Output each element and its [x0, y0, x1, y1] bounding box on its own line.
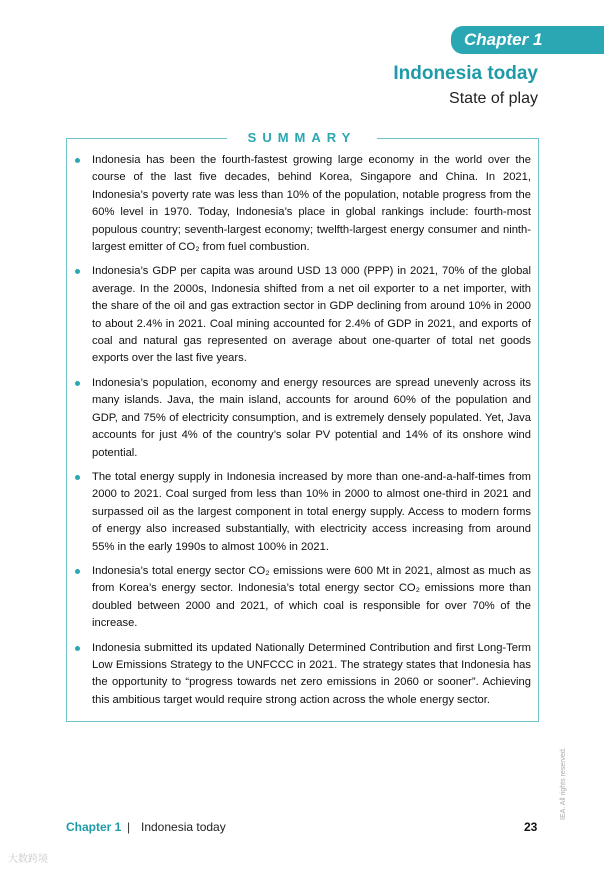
footer-section-title: Indonesia today: [141, 820, 226, 834]
summary-bullet: Indonesia’s GDP per capita was around USD 13 000 (PPP) in 2021, 70% of the global average. In the 2000s, Indonesia shifted from a net oil exporter to a net importer, with the share of the oil and gas extraction sector in GDP declining from around 10% in 2000 to about 2.4% in 2021. Coal mining accounted for 2.4% of GDP in 2021, and exports of coal and natural gas represented on average about one-quarter of total net goods exports over the last five years.: [74, 263, 531, 367]
summary-bullet: The total energy supply in Indonesia increased by more than one-and-a-half-times from 2000 to 2021. Coal surged from less than 10% in 2000 to almost one-third in 2021 and surpassed oil as the largest component in total energy supply. Access to modern forms of energy also increased substantially, with electricity access increasing from around 55% in the early 1990s to almost 100% in 2021.: [74, 469, 531, 556]
page-title: Indonesia today: [393, 63, 538, 84]
summary-bullet: Indonesia submitted its updated Nationally Determined Contribution and first Long-Term Low Emissions Strategy to the UNFCCC in 2021. The strategy states that Indonesia has the opportunity to “progress towards net zero emissions in 2060 or sooner”. Achieving this ambitious target would require strong action across the whole energy sector.: [74, 640, 531, 710]
footer-chapter: Chapter 1: [66, 820, 122, 834]
summary-bullet-list: [74, 152, 531, 716]
page-subtitle: State of play: [449, 90, 538, 107]
watermark: 大数跨境: [8, 854, 48, 865]
summary-bullet: Indonesia’s total energy sector CO₂ emissions were 600 Mt in 2021, almost as much as from Korea’s energy sector. Indonesia’s total energy sector CO₂ emissions more than doubled between 2000 and 2021, of which coal is responsible for over 70% of the increase.: [74, 563, 531, 633]
page-number: 23: [524, 820, 538, 834]
rights-notice: IEA. All rights reserved.: [560, 747, 567, 820]
footer-separator: |: [127, 820, 131, 834]
chapter-tab: Chapter 1: [451, 26, 604, 54]
summary-bullet: Indonesia’s population, economy and energy resources are spread unevenly across its many islands. Java, the main island, accounts for around 60% of the population and GDP, and 75% of electricity consumption, and is extremely densely populated. Yet, Java accounts for just 4% of the country’s solar PV potential and 14% of its onshore wind potential.: [74, 375, 531, 462]
summary-heading: SUMMARY: [227, 129, 377, 147]
summary-bullet: Indonesia has been the fourth-fastest growing large economy in the world over the course of the last five decades, behind Korea, Singapore and China. In 2021, Indonesia’s poverty rate was less than 10% of the population, notable progress from the 60% level in 1970. Today, Indonesia’s place in global rankings include: fourth-most populous country; seventh-largest economy; twelfth-largest energy consumer and ninth-largest emitter of CO₂ from fuel combustion.: [74, 152, 531, 256]
